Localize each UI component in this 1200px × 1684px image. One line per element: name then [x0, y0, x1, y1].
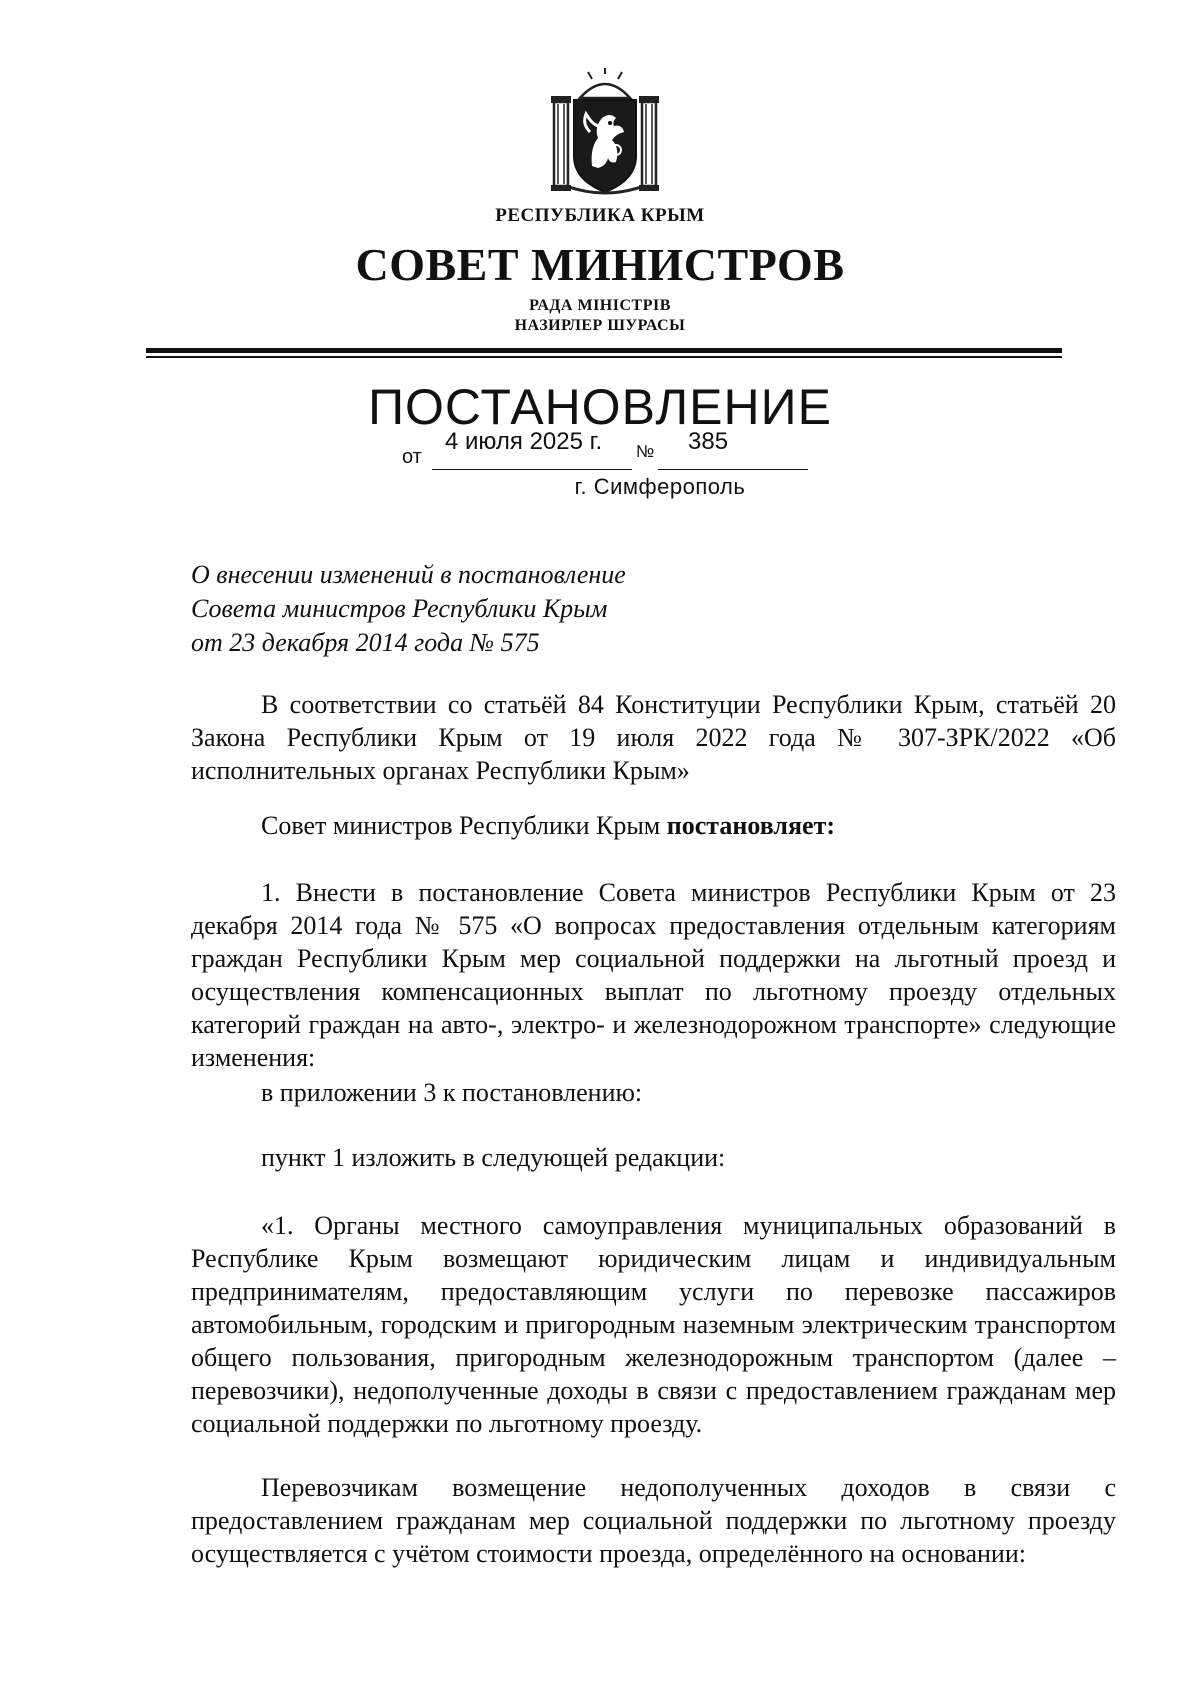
- council-title: СОВЕТ МИНИСТРОВ: [355, 239, 845, 290]
- resolves-keyword: постановляет:: [666, 811, 836, 840]
- subject-line: О внесении изменений в постановление: [191, 560, 626, 589]
- decree-title: ПОСТАНОВЛЕНИЕ: [368, 379, 832, 435]
- quoted-point-1-paragraph: «1. Органы местного самоуправления муниципальных образований в Республике Крым возмещают юридическим лицам и индивидуальным предпринимателям, предоставляющим услуги по перевозке пассажиров автомобильным, городским и пригородным наземным электрическим транспортом общего пользования, пригородным железнодорожным транспортом (далее – перевозчики), недополученные доходы в связи с предоставлением гражданам мер социальной поддержки по льготному проезду.: [191, 1211, 1116, 1438]
- subject-line: от 23 декабря 2014 года № 575: [191, 628, 540, 657]
- legal-basis-paragraph: В соответствии со статьёй 84 Конституции Республики Крым, статьёй 20 Закона Республики Крым от 19 июля 2022 года № 307-ЗРК/2022 «Об исполнительных органах Республики Крым»: [191, 690, 1116, 785]
- header-divider-thin: [146, 356, 1062, 358]
- council-title-crimean-tatar: НАЗИРЛЕР ШУРАСЫ: [514, 317, 686, 334]
- item-1-paragraph: 1. Внести в постановление Совета министров Республики Крым от 23 декабря 2014 года № 575 «О вопросах предоставления отдельным категориям граждан Республики Крым мер социальной поддержки на льготный проезд и осуществления компенсационных выплат по льготному проезду отдельных категорий граждан на авто-, электро- и железнодорожном транспорте» следующие изменения:: [191, 878, 1116, 1072]
- crimea-coat-of-arms-icon: [550, 68, 660, 198]
- council-title-ukrainian: РАДА МІНІСТРІВ: [529, 297, 671, 314]
- resolves-prefix: Совет министров Республики Крым: [261, 811, 661, 840]
- date-from-label: от: [402, 446, 422, 468]
- decree-subject: [191, 558, 626, 660]
- number-label: №: [636, 442, 655, 461]
- number-underline: [658, 469, 808, 470]
- resolves-paragraph: [191, 809, 1116, 842]
- republic-name: РЕСПУБЛИКА КРЫМ: [495, 205, 705, 226]
- decree-date-number-row: [0, 428, 1200, 472]
- date-underline: [432, 469, 632, 470]
- point-paragraph: пункт 1 изложить в следующей редакции:: [261, 1143, 726, 1172]
- header-divider-thick: [146, 348, 1062, 353]
- appendix-paragraph: в приложении 3 к постановлению:: [261, 1078, 643, 1107]
- decree-city: г. Симферополь: [574, 474, 746, 499]
- decree-number: 385: [688, 428, 729, 455]
- subject-line: Совета министров Республики Крым: [191, 594, 608, 623]
- decree-date: 4 июля 2025 г.: [445, 428, 603, 455]
- carriers-compensation-paragraph: Перевозчикам возмещение недополученных доходов в связи с предоставлением гражданам мер социальной поддержки по льготному проезду осуществляется с учётом стоимости проезда, определённого на основании:: [191, 1473, 1116, 1568]
